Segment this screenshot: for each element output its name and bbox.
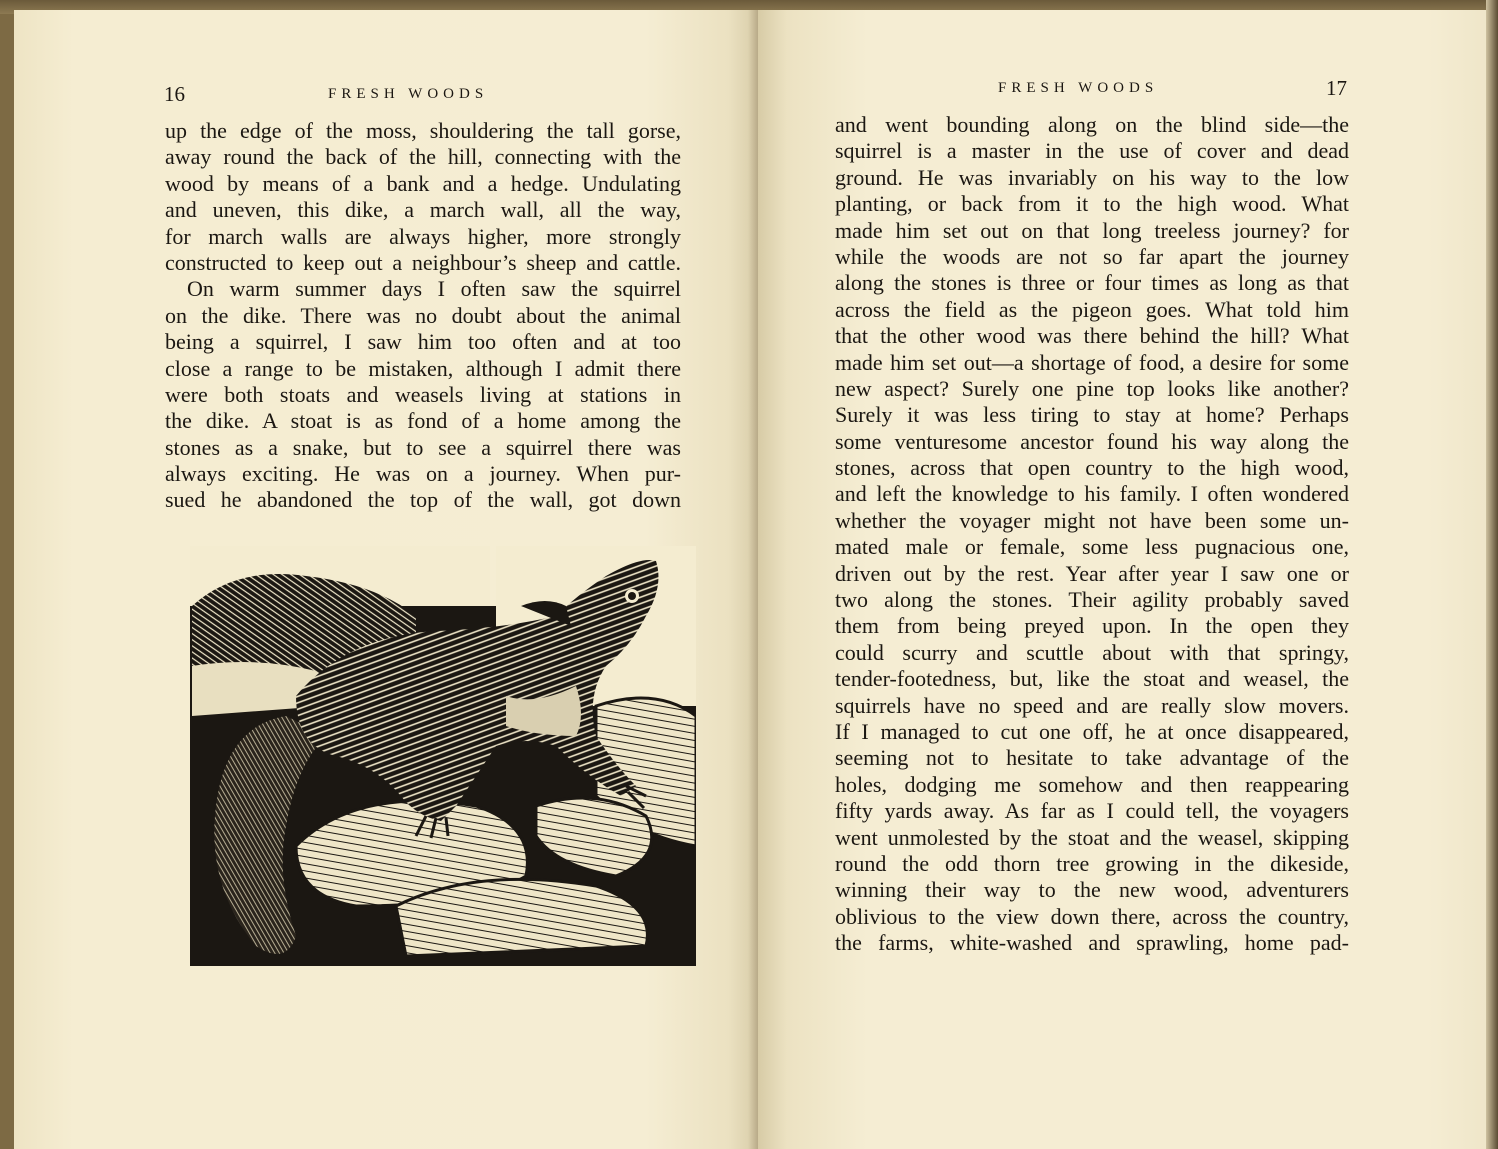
text-line: being a squirrel, I saw him too often and at too [165,329,681,355]
text-line: stones as a snake, but to see a squirrel there was [165,434,681,460]
cover-edge-right [1486,0,1498,1149]
text-line: mated male or female, some less pugnacious one, [835,534,1349,560]
text-line: oblivious to the view down there, across the country, [835,903,1349,929]
left-running-title: FRESH WOODS [328,86,489,102]
text-line: tender-footedness, but, like the stoat and weasel, the [835,666,1349,692]
right-page [758,10,1486,1149]
right-page-number: 17 [1326,76,1347,100]
text-line: squirrels have no speed and are really slow movers. [835,692,1349,718]
text-line: on the dike. There was no doubt about the animal [165,302,681,328]
text-line: new aspect? Surely one pine top looks like another? [835,375,1349,401]
text-line: some venturesome ancestor found his way along the [835,428,1349,454]
text-line: holes, dodging me somehow and then reappearing [835,771,1349,797]
text-line: were both stoats and weasels living at stations in [165,381,681,407]
text-line: while the woods are not so far apart the journey [835,243,1349,269]
text-line: On warm summer days I often saw the squirrel [187,276,681,302]
text-line: could scurry and scuttle about with that springy, [835,639,1349,665]
text-line: made him set out on that long treeless journey? for [835,217,1349,243]
text-line: If I managed to cut one off, he at once disappeared, [835,718,1349,744]
text-line: away round the back of the hill, connecting with the [165,144,681,170]
right-body-text [835,112,1349,957]
text-line: went unmolested by the stoat and the weasel, skipping [835,824,1349,850]
text-line: driven out by the rest. Year after year I saw one or [835,560,1349,586]
text-line: two along the stones. Their agility probably saved [835,587,1349,613]
text-line: the farms, white-washed and sprawling, home pad- [835,930,1349,956]
text-line: close a range to be mistaken, although I admit there [165,355,681,381]
left-page-number: 16 [164,82,185,106]
right-running-title: FRESH WOODS [998,80,1159,96]
text-line: across the field as the pigeon goes. What told him [835,296,1349,322]
text-line: winning their way to the new wood, adventurers [835,877,1349,903]
squirrel-woodcut-illustration [176,546,696,966]
text-line: ground. He was invariably on his way to the low [835,164,1349,190]
text-line: and left the knowledge to his family. I often wondered [835,481,1349,507]
text-line: fifty yards away. As far as I could tell, the voyagers [835,798,1349,824]
text-line: sued he abandoned the top of the wall, got down [165,487,681,513]
text-line: Surely it was less tiring to stay at home? Perhaps [835,402,1349,428]
text-line: and uneven, this dike, a march wall, all the way, [165,197,681,223]
left-body-text [165,118,681,514]
text-line: whether the voyager might not have been some un- [835,507,1349,533]
text-line: up the edge of the moss, shouldering the tall gorse, [165,118,681,143]
text-line: the dike. A stoat is as fond of a home among the [165,408,681,434]
text-line: and went bounding along on the blind side—the [835,112,1349,137]
text-line: seeming not to hesitate to take advantage of the [835,745,1349,771]
text-line: planting, or back from it to the high wood. What [835,191,1349,217]
text-line: them from being preyed upon. In the open they [835,613,1349,639]
text-line: round the odd thorn tree growing in the dikeside, [835,850,1349,876]
text-line: constructed to keep out a neighbour’s sheep and cattle. [165,249,681,275]
text-line: along the stones is three or four times as long as that [835,270,1349,296]
text-line: for march walls are always higher, more strongly [165,223,681,249]
text-line: always exciting. He was on a journey. When pur- [165,461,681,487]
text-line: squirrel is a master in the use of cover and dead [835,138,1349,164]
text-line: that the other wood was there behind the hill? What [835,323,1349,349]
text-line: made him set out—a shortage of food, a desire for some [835,349,1349,375]
text-line: wood by means of a bank and a hedge. Undulating [165,170,681,196]
text-line: stones, across that open country to the high wood, [835,455,1349,481]
left-page [14,10,758,1149]
